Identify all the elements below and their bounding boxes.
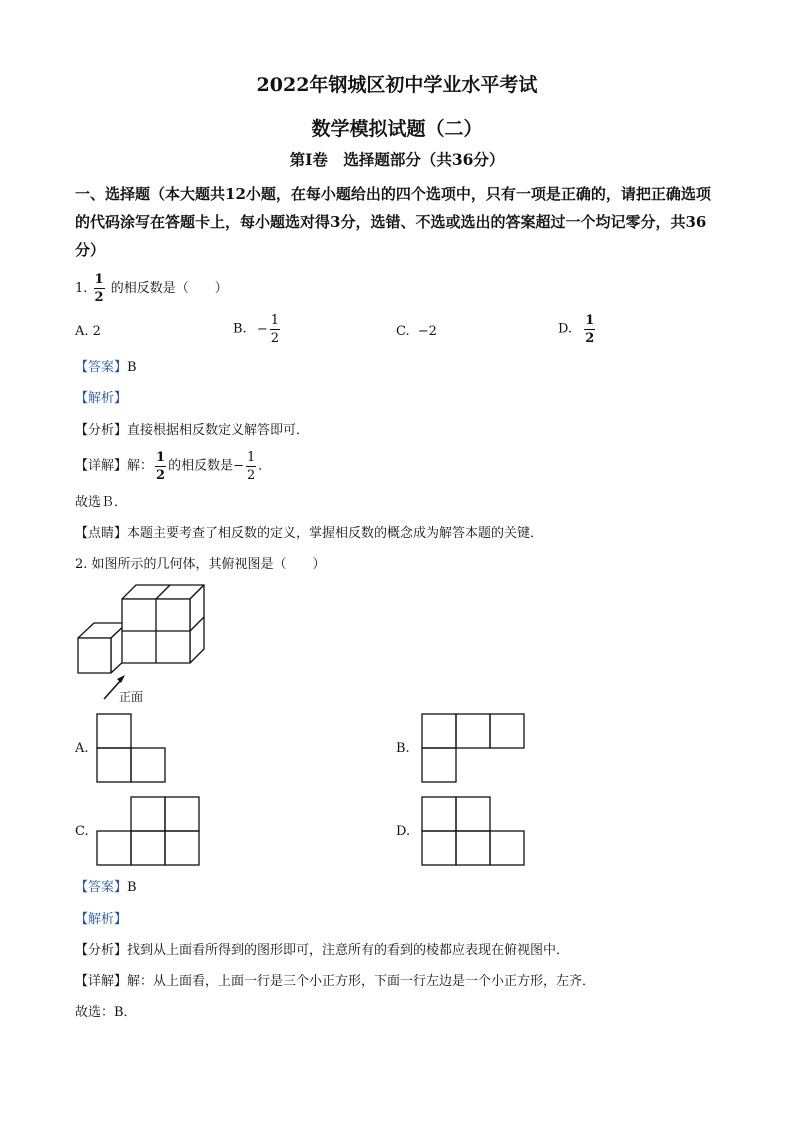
option-b-num: 1 bbox=[270, 313, 280, 328]
option-b-sign: − bbox=[256, 321, 268, 337]
option-a-value: 2 bbox=[92, 324, 101, 339]
exam-title: 2022年钢城区初中学业水平考试 bbox=[256, 74, 538, 96]
option-d-label: D. bbox=[558, 321, 573, 337]
xiangjie-num-2: 1 bbox=[247, 450, 256, 465]
xiangjie-den: 2 bbox=[156, 468, 166, 483]
q1-option-a bbox=[75, 323, 101, 341]
answer-value: B bbox=[127, 360, 137, 375]
q1-xiangjie bbox=[75, 451, 271, 482]
q2-stem: 2. 如图所示的几何体，其俯视图是（ ） bbox=[75, 557, 326, 572]
q2-answer bbox=[75, 879, 137, 897]
option-d-den: 2 bbox=[585, 331, 595, 346]
q1-option-d bbox=[558, 314, 597, 345]
q1-conclusion: 故选Ｂ． bbox=[75, 495, 128, 510]
fenxi-tag: 【分析】 bbox=[75, 423, 128, 438]
q1-option-c bbox=[396, 323, 437, 341]
q2-option-c-label: C. bbox=[75, 824, 89, 839]
xiangjie-prefix: 解： bbox=[127, 458, 154, 474]
q1-number: 1. bbox=[75, 281, 88, 296]
option-c-label: C. bbox=[396, 324, 410, 339]
fenxi-text: 找到从上面看所得到的图形即可，注意所有的看到的棱都应表现在俯视图中． bbox=[127, 943, 570, 958]
xiangjie-mid: 的相反数是 bbox=[168, 458, 234, 474]
q1-stem-text: 的相反数是（ ） bbox=[110, 281, 228, 296]
xiangjie-tag: 【详解】 bbox=[75, 458, 128, 474]
answer-value: B bbox=[127, 880, 137, 895]
q2-option-b-label: B. bbox=[396, 741, 410, 756]
q1-frac-den: 2 bbox=[94, 290, 104, 305]
xiangjie-den-2: 2 bbox=[247, 468, 256, 483]
q1-fenxi bbox=[75, 422, 309, 440]
part-title: 第Ⅰ卷 选择题部分（共36分） bbox=[289, 150, 505, 169]
solid-figure bbox=[70, 583, 210, 705]
q1-dianjing bbox=[75, 525, 543, 543]
analysis-tag: 【解析】 bbox=[75, 391, 128, 406]
q2-option-d-label: D. bbox=[396, 824, 411, 839]
q1-fraction bbox=[94, 273, 105, 304]
option-b-den: 2 bbox=[270, 331, 280, 346]
option-a-label: A. bbox=[75, 324, 89, 339]
dianjing-tag: 【点睛】 bbox=[75, 526, 128, 541]
q1-frac-num: 1 bbox=[94, 272, 104, 287]
fenxi-text: 直接根据相反数定义解答即可． bbox=[127, 423, 310, 438]
q2-analysis-tag bbox=[75, 911, 127, 929]
fenxi-tag: 【分析】 bbox=[75, 943, 128, 958]
small-cube-front bbox=[78, 638, 111, 673]
section-instructions: 一、选择题（本大题共12小题，在每小题给出的四个选项中，只有一项是正确的，请把正确选项的代码涂写在答题卡上，每小题选对得3分，选错、不选或选出的答案超过一个均记零分，共36分） bbox=[75, 185, 711, 259]
q1-answer bbox=[75, 359, 137, 377]
q2-option-a-figure bbox=[96, 713, 166, 783]
xiangjie-fraction bbox=[155, 451, 166, 482]
paper-title: 数学模拟试题（二） bbox=[311, 118, 483, 140]
dianjing-text: 本题主要考查了相反数的定义，掌握相反数的概念成为解答本题的关键． bbox=[127, 526, 544, 541]
xiangjie-end: ． bbox=[258, 458, 272, 474]
analysis-tag: 【解析】 bbox=[75, 912, 128, 927]
xiangjie-num: 1 bbox=[156, 450, 166, 465]
option-d-num: 1 bbox=[585, 313, 595, 328]
xiangjie-tag: 【详解】 bbox=[75, 974, 128, 989]
answer-tag: 【答案】 bbox=[75, 880, 128, 895]
front-arrow-head-icon bbox=[117, 675, 125, 683]
q1-stem bbox=[75, 273, 228, 304]
q1-option-b bbox=[233, 314, 282, 345]
option-d-fraction bbox=[584, 314, 595, 345]
xiangjie-text: 解：从上面看，上面一行是三个小正方形，下面一行左边是一个小正方形，左齐． bbox=[127, 974, 596, 989]
q2-option-b-figure bbox=[421, 713, 525, 783]
option-c-value: −2 bbox=[417, 324, 437, 339]
q2-option-a-label: A. bbox=[75, 741, 89, 756]
front-label: 正面 bbox=[119, 690, 144, 704]
answer-tag: 【答案】 bbox=[75, 360, 128, 375]
q2-conclusion: 故选：B． bbox=[75, 1005, 137, 1020]
xiangjie-fraction-2 bbox=[246, 451, 256, 482]
q1-analysis-tag bbox=[75, 390, 127, 408]
q2-xiangjie bbox=[75, 973, 595, 991]
q2-option-d-figure bbox=[421, 796, 525, 866]
xiangjie-sign: − bbox=[233, 458, 244, 474]
q2-option-c-figure bbox=[96, 796, 200, 866]
option-b-fraction bbox=[270, 314, 280, 345]
option-b-label: B. bbox=[233, 321, 247, 337]
q2-fenxi bbox=[75, 942, 569, 960]
